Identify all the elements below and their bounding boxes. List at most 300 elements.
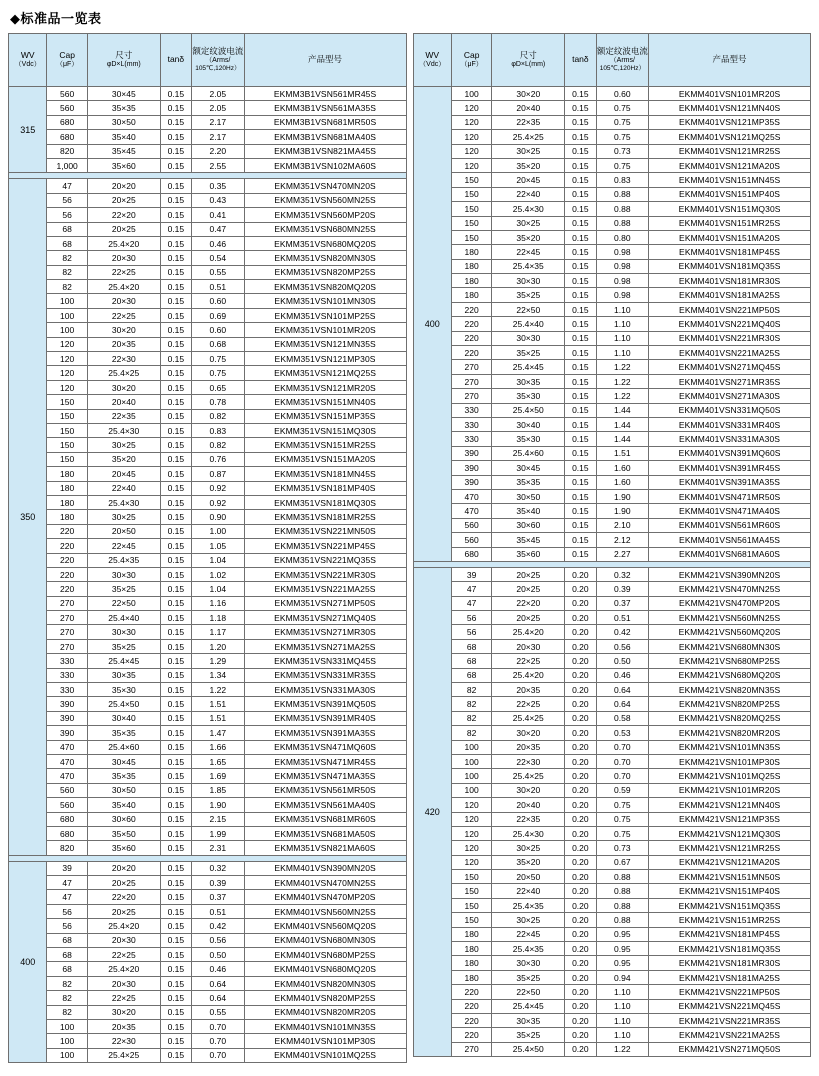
- cell-tand: 0.20: [565, 668, 596, 682]
- table-row: [413, 475, 811, 489]
- cell-tand: 0.15: [160, 1005, 191, 1019]
- cell-tand: 0.15: [565, 302, 596, 316]
- cell-rip: 0.55: [192, 1005, 245, 1019]
- cell-model: EKMM3B1VSN681MA40S: [244, 130, 406, 144]
- cell-tand: 0.20: [565, 884, 596, 898]
- cell-size: 25.4×25: [492, 769, 565, 783]
- cell-size: 22×45: [492, 927, 565, 941]
- cell-tand: 0.15: [565, 216, 596, 230]
- cell-model: EKMM401VSN221MR30S: [649, 331, 811, 345]
- cell-tand: 0.15: [160, 991, 191, 1005]
- cell-rip: 0.75: [596, 115, 649, 129]
- cell-cap: 82: [451, 683, 491, 697]
- cell-rip: 0.70: [596, 740, 649, 754]
- cell-rip: 0.37: [192, 890, 245, 904]
- cell-model: EKMM401VSN681MA60S: [649, 547, 811, 561]
- table-row: [413, 913, 811, 927]
- cell-rip: 0.92: [192, 481, 245, 495]
- table-row: [9, 933, 407, 947]
- cell-model: EKMM421VSN680MP25S: [649, 654, 811, 668]
- cell-rip: 0.98: [596, 259, 649, 273]
- cell-tand: 0.15: [565, 274, 596, 288]
- cell-rip: 0.95: [596, 956, 649, 970]
- cell-rip: 0.68: [192, 337, 245, 351]
- cell-size: 25.4×35: [492, 898, 565, 912]
- cell-size: 35×25: [492, 346, 565, 360]
- cell-size: 22×40: [87, 481, 160, 495]
- cell-rip: 0.70: [192, 1048, 245, 1062]
- cell-model: EKMM401VSN151MQ30S: [649, 202, 811, 216]
- cell-cap: 680: [47, 115, 87, 129]
- cell-size: 35×25: [492, 288, 565, 302]
- cell-tand: 0.20: [565, 726, 596, 740]
- cell-size: 20×25: [87, 904, 160, 918]
- cell-cap: 470: [451, 504, 491, 518]
- cell-tand: 0.15: [160, 495, 191, 509]
- cell-size: 25.4×50: [492, 1042, 565, 1056]
- cell-tand: 0.15: [160, 861, 191, 875]
- cell-rip: 0.88: [596, 187, 649, 201]
- cell-model: EKMM401VSN471MR50S: [649, 489, 811, 503]
- cell-cap: 820: [47, 144, 87, 158]
- table-row: [9, 841, 407, 855]
- cell-model: EKMM401VSN121MR25S: [649, 144, 811, 158]
- table-head-right: [413, 34, 811, 87]
- table-row: [9, 510, 407, 524]
- cell-tand: 0.15: [160, 1048, 191, 1062]
- cell-cap: 150: [451, 187, 491, 201]
- cell-cap: 56: [47, 919, 87, 933]
- cell-tand: 0.20: [565, 898, 596, 912]
- table-row: [413, 202, 811, 216]
- cell-rip: 0.60: [596, 87, 649, 101]
- table-row: [9, 567, 407, 581]
- cell-tand: 0.15: [160, 539, 191, 553]
- cell-model: EKMM421VSN101MN35S: [649, 740, 811, 754]
- cell-rip: 1.60: [596, 475, 649, 489]
- cell-cap: 150: [47, 452, 87, 466]
- cell-model: EKMM401VSN331MA30S: [649, 432, 811, 446]
- cell-size: 30×45: [492, 461, 565, 475]
- cell-size: 22×30: [492, 754, 565, 768]
- cell-cap: 47: [47, 890, 87, 904]
- cell-size: 25.4×30: [87, 423, 160, 437]
- cell-tand: 0.15: [565, 115, 596, 129]
- cell-tand: 0.15: [160, 639, 191, 653]
- cell-rip: 2.17: [192, 130, 245, 144]
- cell-size: 35×20: [492, 230, 565, 244]
- cell-cap: 82: [47, 251, 87, 265]
- cell-tand: 0.20: [565, 639, 596, 653]
- table-row: [413, 1028, 811, 1042]
- cell-tand: 0.15: [565, 432, 596, 446]
- cell-cap: 120: [451, 115, 491, 129]
- table-row: [9, 697, 407, 711]
- cell-size: 25.4×45: [87, 654, 160, 668]
- cell-cap: 82: [47, 976, 87, 990]
- cell-model: EKMM421VSN181MP45S: [649, 927, 811, 941]
- cell-rip: 0.75: [596, 826, 649, 840]
- cell-size: 30×40: [87, 711, 160, 725]
- cell-cap: 220: [451, 302, 491, 316]
- cell-model: EKMM351VSN391MA35S: [244, 726, 406, 740]
- cell-tand: 0.15: [160, 904, 191, 918]
- tables-container: [8, 33, 811, 1063]
- cell-tand: 0.20: [565, 567, 596, 581]
- cell-tand: 0.15: [565, 187, 596, 201]
- table-row: [413, 596, 811, 610]
- cell-size: 25.4×25: [87, 1048, 160, 1062]
- cell-cap: 390: [451, 461, 491, 475]
- cell-rip: 1.05: [192, 539, 245, 553]
- cell-cap: 100: [451, 754, 491, 768]
- cell-model: EKMM401VSN391MA35S: [649, 475, 811, 489]
- cell-model: EKMM421VSN470MP20S: [649, 596, 811, 610]
- cell-size: 22×40: [492, 884, 565, 898]
- cell-model: EKMM421VSN121MQ30S: [649, 826, 811, 840]
- table-row: [413, 331, 811, 345]
- cell-rip: 0.87: [192, 467, 245, 481]
- cell-rip: 0.88: [596, 898, 649, 912]
- cell-model: EKMM401VSN151MA20S: [649, 230, 811, 244]
- cell-cap: 470: [47, 769, 87, 783]
- table-row: [9, 596, 407, 610]
- cell-rip: 1.02: [192, 567, 245, 581]
- cell-rip: 0.88: [596, 216, 649, 230]
- cell-size: 30×25: [492, 841, 565, 855]
- table-row: [9, 395, 407, 409]
- cell-rip: 0.32: [596, 567, 649, 581]
- cell-model: EKMM401VSN151MP40S: [649, 187, 811, 201]
- cell-rip: 0.39: [192, 876, 245, 890]
- table-row: [9, 495, 407, 509]
- cell-rip: 1.18: [192, 611, 245, 625]
- table-row: [413, 130, 811, 144]
- cell-cap: 82: [451, 726, 491, 740]
- table-row: [413, 547, 811, 561]
- cell-size: 30×35: [492, 374, 565, 388]
- cell-tand: 0.20: [565, 596, 596, 610]
- cell-model: EKMM351VSN271MR30S: [244, 625, 406, 639]
- cell-rip: 0.67: [596, 855, 649, 869]
- cell-cap: 180: [451, 970, 491, 984]
- cell-cap: 220: [47, 582, 87, 596]
- cell-cap: 68: [47, 222, 87, 236]
- cell-cap: 47: [451, 596, 491, 610]
- cell-size: 35×35: [492, 475, 565, 489]
- cell-size: 30×25: [87, 438, 160, 452]
- cell-size: 22×20: [87, 890, 160, 904]
- cell-rip: 0.76: [192, 452, 245, 466]
- cell-rip: 1.10: [596, 331, 649, 345]
- cell-size: 30×35: [87, 668, 160, 682]
- col-cap: Cap （μF）: [47, 34, 87, 87]
- table-row: [413, 504, 811, 518]
- cell-rip: 0.70: [596, 754, 649, 768]
- cell-tand: 0.20: [565, 826, 596, 840]
- cell-tand: 0.20: [565, 740, 596, 754]
- cell-tand: 0.20: [565, 1028, 596, 1042]
- cell-rip: 0.65: [192, 380, 245, 394]
- cell-tand: 0.15: [160, 962, 191, 976]
- cell-size: 35×40: [87, 798, 160, 812]
- cell-cap: 100: [451, 87, 491, 101]
- table-row: [413, 259, 811, 273]
- cell-cap: 150: [451, 898, 491, 912]
- cell-cap: 68: [451, 654, 491, 668]
- cell-model: EKMM401VSN470MP20S: [244, 890, 406, 904]
- cell-size: 25.4×30: [492, 826, 565, 840]
- table-row: [9, 668, 407, 682]
- cell-tand: 0.15: [160, 812, 191, 826]
- cell-cap: 120: [47, 337, 87, 351]
- table-row: [413, 654, 811, 668]
- cell-cap: 100: [47, 308, 87, 322]
- cell-size: 25.4×35: [87, 553, 160, 567]
- cell-tand: 0.15: [565, 389, 596, 403]
- cell-rip: 0.50: [596, 654, 649, 668]
- table-row: [9, 294, 407, 308]
- cell-tand: 0.15: [160, 510, 191, 524]
- table-row: [9, 890, 407, 904]
- cell-rip: 1.66: [192, 740, 245, 754]
- table-row: [413, 144, 811, 158]
- table-row: [9, 798, 407, 812]
- cell-cap: 270: [47, 625, 87, 639]
- cell-rip: 1.29: [192, 654, 245, 668]
- cell-model: EKMM351VSN221MQ35S: [244, 553, 406, 567]
- cell-model: EKMM401VSN680MN30S: [244, 933, 406, 947]
- cell-size: 25.4×25: [492, 130, 565, 144]
- cell-cap: 220: [47, 524, 87, 538]
- cell-cap: 56: [47, 193, 87, 207]
- cell-size: 22×25: [87, 308, 160, 322]
- cell-cap: 390: [451, 475, 491, 489]
- cell-cap: 220: [451, 346, 491, 360]
- cell-model: EKMM401VSN181MQ35S: [649, 259, 811, 273]
- cell-model: EKMM421VSN121MR25S: [649, 841, 811, 855]
- cell-rip: 1.20: [192, 639, 245, 653]
- cell-cap: 180: [451, 942, 491, 956]
- table-row: [9, 1034, 407, 1048]
- table-row: [9, 452, 407, 466]
- cell-cap: 560: [47, 87, 87, 101]
- cell-cap: 68: [451, 639, 491, 653]
- cell-tand: 0.15: [160, 948, 191, 962]
- cell-cap: 100: [47, 323, 87, 337]
- cell-model: EKMM421VSN390MN20S: [649, 567, 811, 581]
- cell-size: 20×45: [492, 173, 565, 187]
- cell-model: EKMM401VSN391MR45S: [649, 461, 811, 475]
- cell-model: EKMM401VSN271MQ45S: [649, 360, 811, 374]
- cell-rip: 1.10: [596, 985, 649, 999]
- cell-rip: 1.10: [596, 999, 649, 1013]
- cell-cap: 560: [451, 533, 491, 547]
- col-model: 产品型号: [244, 34, 406, 87]
- table-row: [413, 740, 811, 754]
- cell-model: EKMM351VSN821MA60S: [244, 841, 406, 855]
- cell-cap: 270: [451, 374, 491, 388]
- cell-cap: 1,000: [47, 158, 87, 172]
- cell-tand: 0.15: [565, 87, 596, 101]
- cell-model: EKMM401VSN271MR35S: [649, 374, 811, 388]
- cell-rip: 0.70: [192, 1020, 245, 1034]
- table-row: [9, 962, 407, 976]
- cell-rip: 0.75: [596, 812, 649, 826]
- cell-tand: 0.20: [565, 683, 596, 697]
- cell-size: 35×30: [492, 389, 565, 403]
- cell-tand: 0.15: [565, 360, 596, 374]
- cell-cap: 180: [451, 956, 491, 970]
- cell-model: EKMM401VSN101MN35S: [244, 1020, 406, 1034]
- cell-model: EKMM401VSN151MR25S: [649, 216, 811, 230]
- cell-tand: 0.15: [160, 876, 191, 890]
- cell-cap: 120: [451, 798, 491, 812]
- cell-cap: 560: [47, 101, 87, 115]
- cell-model: EKMM3B1VSN681MR50S: [244, 115, 406, 129]
- cell-cap: 680: [451, 547, 491, 561]
- col-wv: WV （Vdc）: [9, 34, 47, 87]
- cell-cap: 270: [47, 611, 87, 625]
- cell-rip: 0.73: [596, 144, 649, 158]
- cell-tand: 0.15: [565, 130, 596, 144]
- cell-tand: 0.20: [565, 611, 596, 625]
- table-row: [9, 265, 407, 279]
- cell-size: 35×40: [492, 504, 565, 518]
- cell-size: 22×30: [87, 1034, 160, 1048]
- cell-model: EKMM3B1VSN561MR45S: [244, 87, 406, 101]
- cell-rip: 0.70: [192, 1034, 245, 1048]
- cell-model: EKMM351VSN121MP30S: [244, 352, 406, 366]
- col-model: 产品型号: [649, 34, 811, 87]
- cell-size: 22×35: [492, 812, 565, 826]
- cell-cap: 82: [47, 1005, 87, 1019]
- cell-model: EKMM401VSN181MA25S: [649, 288, 811, 302]
- cell-tand: 0.20: [565, 841, 596, 855]
- cell-model: EKMM401VSN121MP35S: [649, 115, 811, 129]
- table-row: [9, 222, 407, 236]
- cell-model: EKMM351VSN151MP35S: [244, 409, 406, 423]
- cell-cap: 270: [451, 360, 491, 374]
- cell-model: EKMM351VSN681MA50S: [244, 826, 406, 840]
- cell-size: 20×50: [492, 870, 565, 884]
- cell-cap: 120: [451, 812, 491, 826]
- table-row: [413, 216, 811, 230]
- cell-model: EKMM351VSN471MA35S: [244, 769, 406, 783]
- cell-cap: 220: [451, 317, 491, 331]
- cell-model: EKMM421VSN820MQ25S: [649, 711, 811, 725]
- table-row: [9, 683, 407, 697]
- cell-tand: 0.15: [160, 101, 191, 115]
- cell-rip: 2.15: [192, 812, 245, 826]
- cell-rip: 0.56: [596, 639, 649, 653]
- cell-cap: 120: [451, 841, 491, 855]
- cell-rip: 1.65: [192, 754, 245, 768]
- cell-size: 25.4×20: [87, 236, 160, 250]
- cell-rip: 0.70: [596, 769, 649, 783]
- cell-cap: 150: [451, 216, 491, 230]
- cell-rip: 0.41: [192, 208, 245, 222]
- cell-size: 25.4×20: [87, 919, 160, 933]
- cell-tand: 0.15: [565, 101, 596, 115]
- cell-model: EKMM401VSN101MQ25S: [244, 1048, 406, 1062]
- cell-size: 25.4×25: [87, 366, 160, 380]
- cell-cap: 220: [47, 567, 87, 581]
- cell-rip: 0.95: [596, 942, 649, 956]
- cell-cap: 680: [47, 130, 87, 144]
- table-row: [9, 1005, 407, 1019]
- cell-model: EKMM421VSN181MQ35S: [649, 942, 811, 956]
- cell-model: EKMM421VSN271MQ50S: [649, 1042, 811, 1056]
- cell-tand: 0.15: [160, 976, 191, 990]
- cell-model: EKMM401VSN680MQ20S: [244, 962, 406, 976]
- cell-tand: 0.20: [565, 942, 596, 956]
- cell-size: 30×25: [492, 216, 565, 230]
- cell-size: 30×30: [87, 625, 160, 639]
- table-row: [9, 991, 407, 1005]
- cell-size: 35×25: [492, 1028, 565, 1042]
- cell-tand: 0.15: [160, 697, 191, 711]
- cell-model: EKMM401VSN820MR20S: [244, 1005, 406, 1019]
- table-body-left: [9, 87, 407, 1063]
- cell-rip: 1.47: [192, 726, 245, 740]
- table-row: [413, 533, 811, 547]
- table-row: [9, 639, 407, 653]
- cell-model: EKMM351VSN151MA20S: [244, 452, 406, 466]
- table-body-right: [413, 87, 811, 1057]
- cell-rip: 0.56: [192, 933, 245, 947]
- cell-model: EKMM351VSN331MR35S: [244, 668, 406, 682]
- cell-cap: 150: [47, 395, 87, 409]
- table-row: [9, 582, 407, 596]
- cell-model: EKMM351VSN101MR20S: [244, 323, 406, 337]
- cell-tand: 0.20: [565, 999, 596, 1013]
- cell-size: 20×45: [87, 467, 160, 481]
- cell-tand: 0.15: [160, 798, 191, 812]
- table-row: [413, 288, 811, 302]
- cell-size: 35×25: [492, 970, 565, 984]
- cell-cap: 120: [47, 380, 87, 394]
- cell-size: 20×35: [87, 337, 160, 351]
- cell-rip: 1.22: [596, 389, 649, 403]
- cell-size: 35×30: [492, 432, 565, 446]
- cell-model: EKMM401VSN560MQ20S: [244, 919, 406, 933]
- cell-model: EKMM401VSN471MA40S: [649, 504, 811, 518]
- cell-cap: 680: [47, 826, 87, 840]
- table-row: [413, 884, 811, 898]
- cell-size: 20×25: [87, 193, 160, 207]
- cell-tand: 0.15: [565, 489, 596, 503]
- table-row: [413, 317, 811, 331]
- cell-size: 30×20: [87, 380, 160, 394]
- table-row: [413, 985, 811, 999]
- cell-rip: 0.75: [596, 130, 649, 144]
- cell-rip: 1.04: [192, 582, 245, 596]
- cell-rip: 2.17: [192, 115, 245, 129]
- cell-rip: 0.83: [192, 423, 245, 437]
- cell-cap: 120: [451, 855, 491, 869]
- cell-cap: 270: [451, 389, 491, 403]
- cell-rip: 0.64: [596, 697, 649, 711]
- cell-cap: 470: [451, 489, 491, 503]
- cell-cap: 100: [451, 783, 491, 797]
- cell-size: 22×25: [492, 697, 565, 711]
- cell-tand: 0.20: [565, 1014, 596, 1028]
- cell-tand: 0.20: [565, 927, 596, 941]
- cell-rip: 0.60: [192, 323, 245, 337]
- cell-tand: 0.15: [160, 726, 191, 740]
- cell-tand: 0.15: [565, 533, 596, 547]
